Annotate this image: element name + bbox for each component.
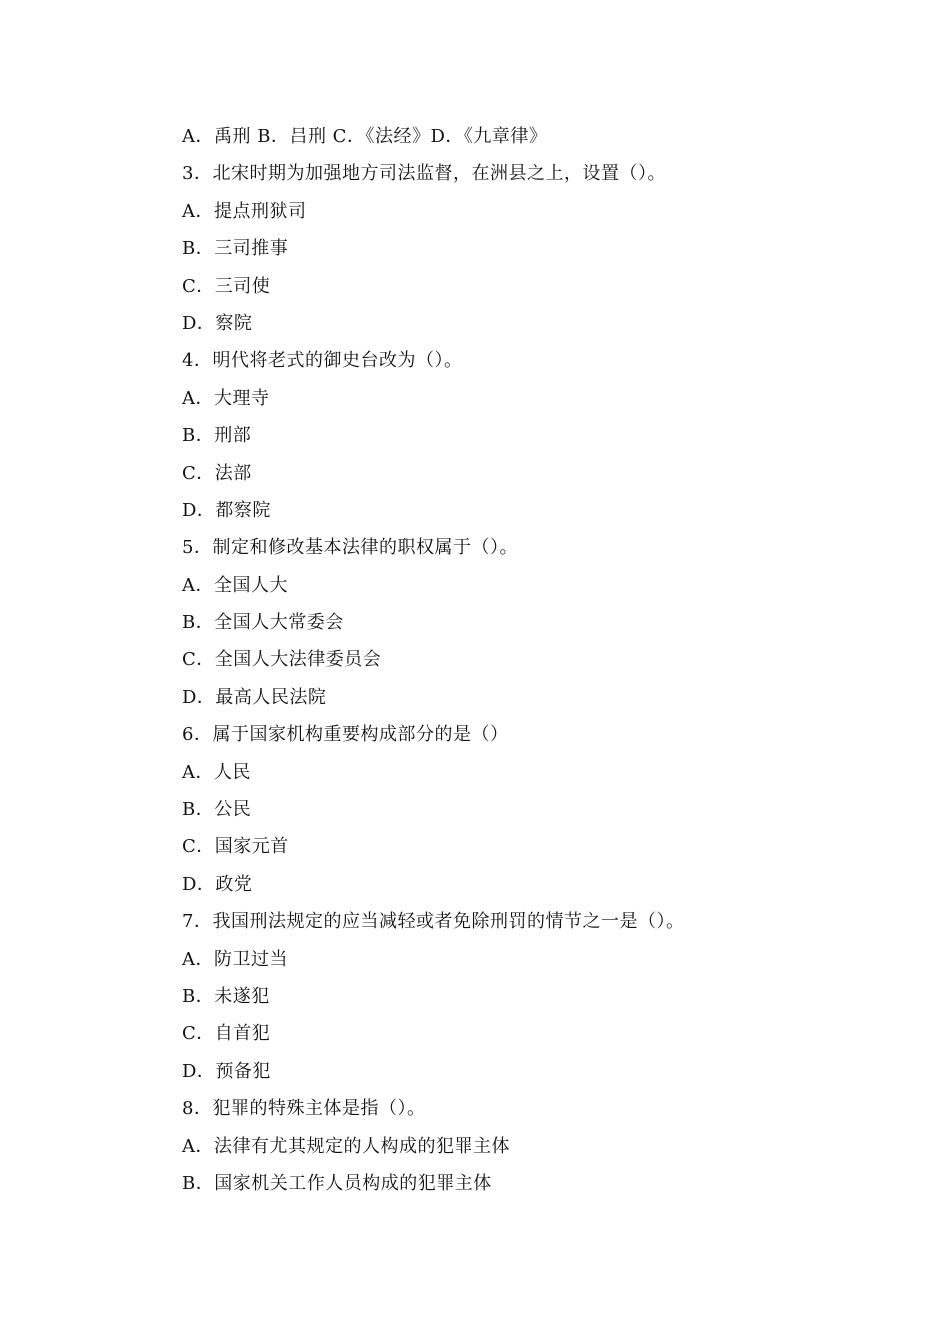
option-line: B．刑部	[182, 425, 252, 447]
option-line: C．法部	[182, 462, 252, 484]
option-line: A．人民	[182, 761, 251, 783]
option-line: B．公民	[182, 799, 252, 821]
question-line: 4．明代将老式的御史台改为（）。	[182, 350, 463, 372]
question-line: 5．制定和修改基本法律的职权属于（）。	[182, 537, 518, 559]
option-line: A．大理寺	[182, 387, 270, 409]
question-line: 6．属于国家机构重要构成部分的是（）	[182, 724, 509, 746]
option-line: C．全国人大法律委员会	[182, 649, 382, 671]
option-line: D．最高人民法院	[182, 686, 327, 708]
option-line: B．未遂犯	[182, 985, 270, 1007]
option-line: A．禹刑 B．吕刑 C．《法经》D．《九章律》	[182, 126, 548, 147]
option-line: B．三司推事	[182, 238, 289, 260]
question-line: 8．犯罪的特殊主体是指（）。	[182, 1098, 426, 1120]
option-line: D．预备犯	[182, 1060, 271, 1082]
option-line: B．全国人大常委会	[182, 612, 344, 634]
option-line: B．国家机关工作人员构成的犯罪主体	[182, 1172, 492, 1194]
option-line: A．提点刑狱司	[182, 200, 307, 222]
question-list	[182, 122, 902, 1206]
option-line: C．自首犯	[182, 1023, 271, 1045]
option-line: D．都察院	[182, 499, 271, 521]
option-line: A．法律有尤其规定的人构成的犯罪主体	[182, 1135, 510, 1157]
option-line: C．国家元首	[182, 836, 289, 858]
option-line: A．全国人大	[182, 574, 288, 596]
option-line: D．察院	[182, 312, 253, 334]
question-line: 3．北宋时期为加强地方司法监督，在洲县之上，设置（）。	[182, 163, 666, 185]
question-line: 7．我国刑法规定的应当减轻或者免除刑罚的情节之一是（）。	[182, 911, 685, 933]
option-line: A．防卫过当	[182, 948, 288, 970]
option-line: C．三司使	[182, 275, 271, 297]
option-line: D．政党	[182, 873, 253, 895]
